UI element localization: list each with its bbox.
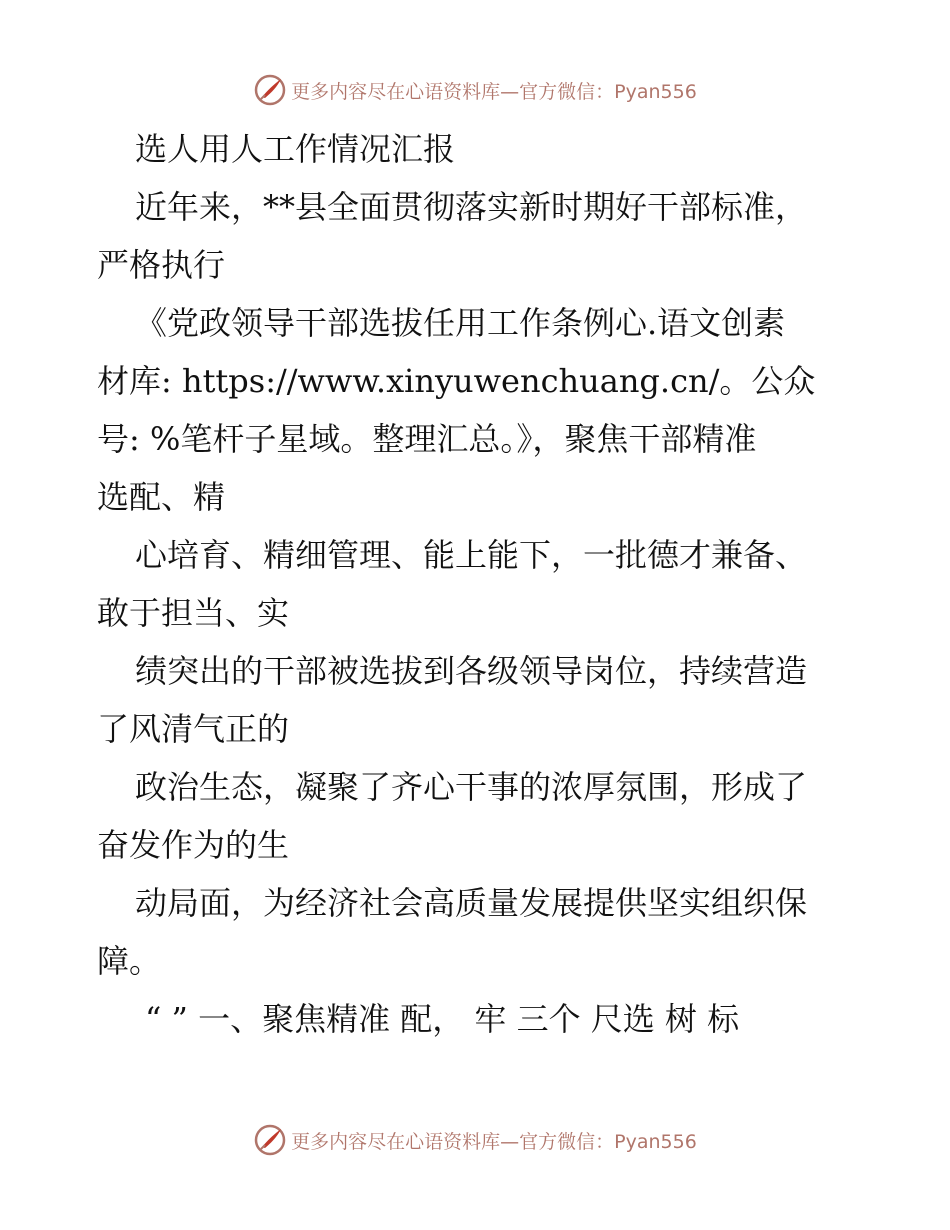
- paragraph-line: 敢于担当、实: [97, 594, 290, 632]
- watermark-text: 更多内容尽在心语资料库—官方微信：Pyan556: [291, 80, 697, 103]
- section-heading-line: “ ” 一、聚焦精准 配， 牢 三个 尺选 树 标: [145, 1000, 740, 1038]
- paragraph-line: 《党政领导干部选拔任用工作条例心.语文创素: [135, 304, 786, 342]
- footer-watermark: [0, 1120, 950, 1160]
- paragraph-line: 障。: [97, 942, 162, 980]
- paragraph-line: 奋发作为的生: [97, 826, 290, 864]
- document-title: 选人用人工作情况汇报: [135, 130, 456, 168]
- paragraph-line: 严格执行: [97, 246, 226, 284]
- paragraph-line: 选配、精: [97, 478, 226, 516]
- header-watermark: [0, 70, 950, 110]
- paragraph-line: 材库: https://www.xinyuwenchuang.cn/。公众: [97, 362, 816, 400]
- paragraph-line: 动局面，为经济社会高质量发展提供坚实组织保: [135, 884, 808, 922]
- paragraph-line: 近年来，**县全面贯彻落实新时期好干部标准，: [135, 188, 808, 226]
- paragraph-line: 政治生态，凝聚了齐心干事的浓厚氛围，形成了: [135, 768, 808, 806]
- quill-logo-icon: [253, 73, 287, 107]
- paragraph-line: 了风清气正的: [97, 710, 290, 748]
- paragraph-line: 号: %笔杆子星域。整理汇总。》，聚焦干部精准: [97, 420, 757, 458]
- watermark-text: 更多内容尽在心语资料库—官方微信：Pyan556: [291, 1130, 697, 1153]
- paragraph-line: 绩突出的干部被选拔到各级领导岗位，持续营造: [135, 652, 808, 690]
- paragraph-line: 心培育、精细管理、能上能下，一批德才兼备、: [135, 536, 808, 574]
- quill-logo-icon: [253, 1123, 287, 1157]
